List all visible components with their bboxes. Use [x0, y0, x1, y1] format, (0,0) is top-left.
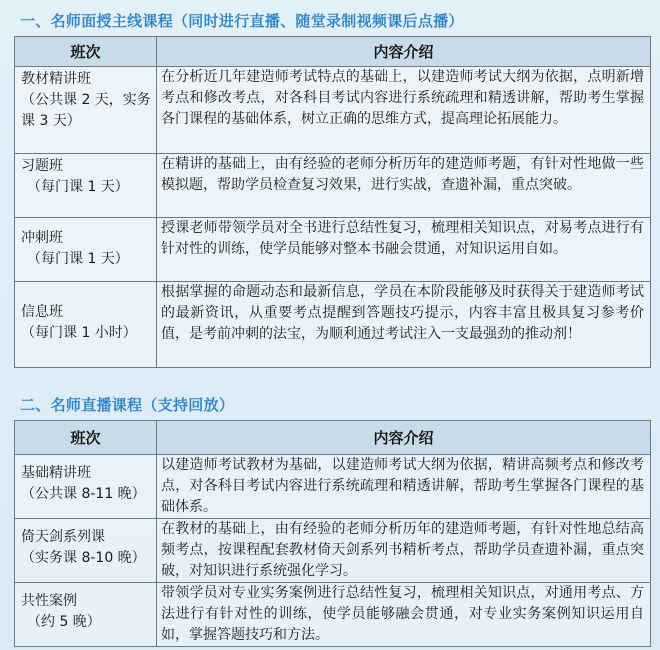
class-description: 在精讲的基础上，由有经验的老师分析历年的建造师考题，有针对性地做一些模拟题，帮助学员检查复习效果，进行实战，查遗补漏，重点突破。	[157, 154, 651, 218]
class-name: 基础精讲班	[21, 465, 91, 481]
class-schedule: （实务课 8-10 晚）	[21, 550, 146, 566]
class-schedule: （公共课 8-11 晚）	[21, 486, 146, 502]
class-schedule: （约 5 晚）	[27, 614, 101, 630]
class-description: 在分析近几年建造师考试特点的基础上，以建造师考试大纲为依据，点明新增考点和修改考点，对各科目考试内容进行系统疏理和精透讲解，帮助考生掌握各门课程的基础体系，树立正确的思维方式，提高理论拓展能力。	[157, 67, 651, 154]
class-cell	[15, 218, 157, 282]
class-cell	[15, 519, 157, 583]
section1-table	[14, 36, 651, 368]
table-row	[15, 154, 651, 218]
table-row	[15, 67, 651, 154]
class-schedule: （每门课 1 天）	[27, 179, 129, 195]
table-row	[15, 519, 651, 583]
section1-title: 一、名师面授主线课程（同时进行直播、随堂录制视频课后点播）	[20, 12, 464, 30]
class-description: 在教材的基础上，由有经验的老师分析历年的建造师考题，有针对性地总结高频考点，按课程配套教材倚天剑系列书精析考点，帮助学员查遗补漏，重点突破，对知识进行系统强化学习。	[157, 519, 651, 583]
class-description: 根据掌握的命题动态和最新信息，学员在本阶段能够及时获得关于建造师考试的最新资讯，从重要考点提醒到答题技巧提示，内容丰富且极具复习参考价值，是考前冲刺的法宝，为顺利通过考试注入一支最强劲的推动剂！	[157, 282, 651, 368]
class-name: 教材精讲班	[21, 71, 91, 87]
class-schedule: （每门课 1 天）	[27, 251, 129, 267]
header-class: 班次	[15, 37, 157, 67]
class-cell	[15, 583, 157, 647]
section2-title: 二、名师直播课程（支持回放）	[20, 396, 235, 414]
class-cell	[15, 282, 157, 368]
class-description: 带领学员对专业实务案例进行总结性复习，梳理相关知识点，对通用考点、方法进行有针对性的训练，使学员能够融会贯通，对专业实务案例知识运用自如，掌握答题技巧和方法。	[157, 583, 651, 647]
class-cell	[15, 154, 157, 218]
class-name: 共性案例	[21, 593, 77, 609]
class-description: 授课老师带领学员对全书进行总结性复习，梳理相关知识点，对易考点进行有针对性的训练，使学员能够对整本书融会贯通，对知识运用自如。	[157, 218, 651, 282]
class-name: 冲刺班	[21, 230, 63, 246]
table-row	[15, 583, 651, 647]
header-class: 班次	[15, 421, 157, 455]
class-name: 倚天剑系列课	[21, 529, 105, 545]
class-cell	[15, 455, 157, 519]
table-row	[15, 282, 651, 368]
class-name: 习题班	[21, 158, 63, 174]
table-header-row	[15, 421, 651, 455]
class-schedule: （公共课 2 天，实务课 3 天）	[21, 92, 151, 129]
table-header-row	[15, 37, 651, 67]
class-cell	[15, 67, 157, 154]
class-description: 以建造师考试教材为基础，以建造师考试大纲为依据，精讲高频考点和修改考点，对各科目考试内容进行系统疏理和精透讲解，帮助考生掌握各门课程的基础体系。	[157, 455, 651, 519]
header-content: 内容介绍	[157, 37, 651, 67]
table-row	[15, 218, 651, 282]
table-row	[15, 455, 651, 519]
section2-table	[14, 420, 651, 647]
header-content: 内容介绍	[157, 421, 651, 455]
class-schedule: （每门课 1 小时）	[21, 325, 137, 341]
class-name: 信息班	[21, 304, 63, 320]
